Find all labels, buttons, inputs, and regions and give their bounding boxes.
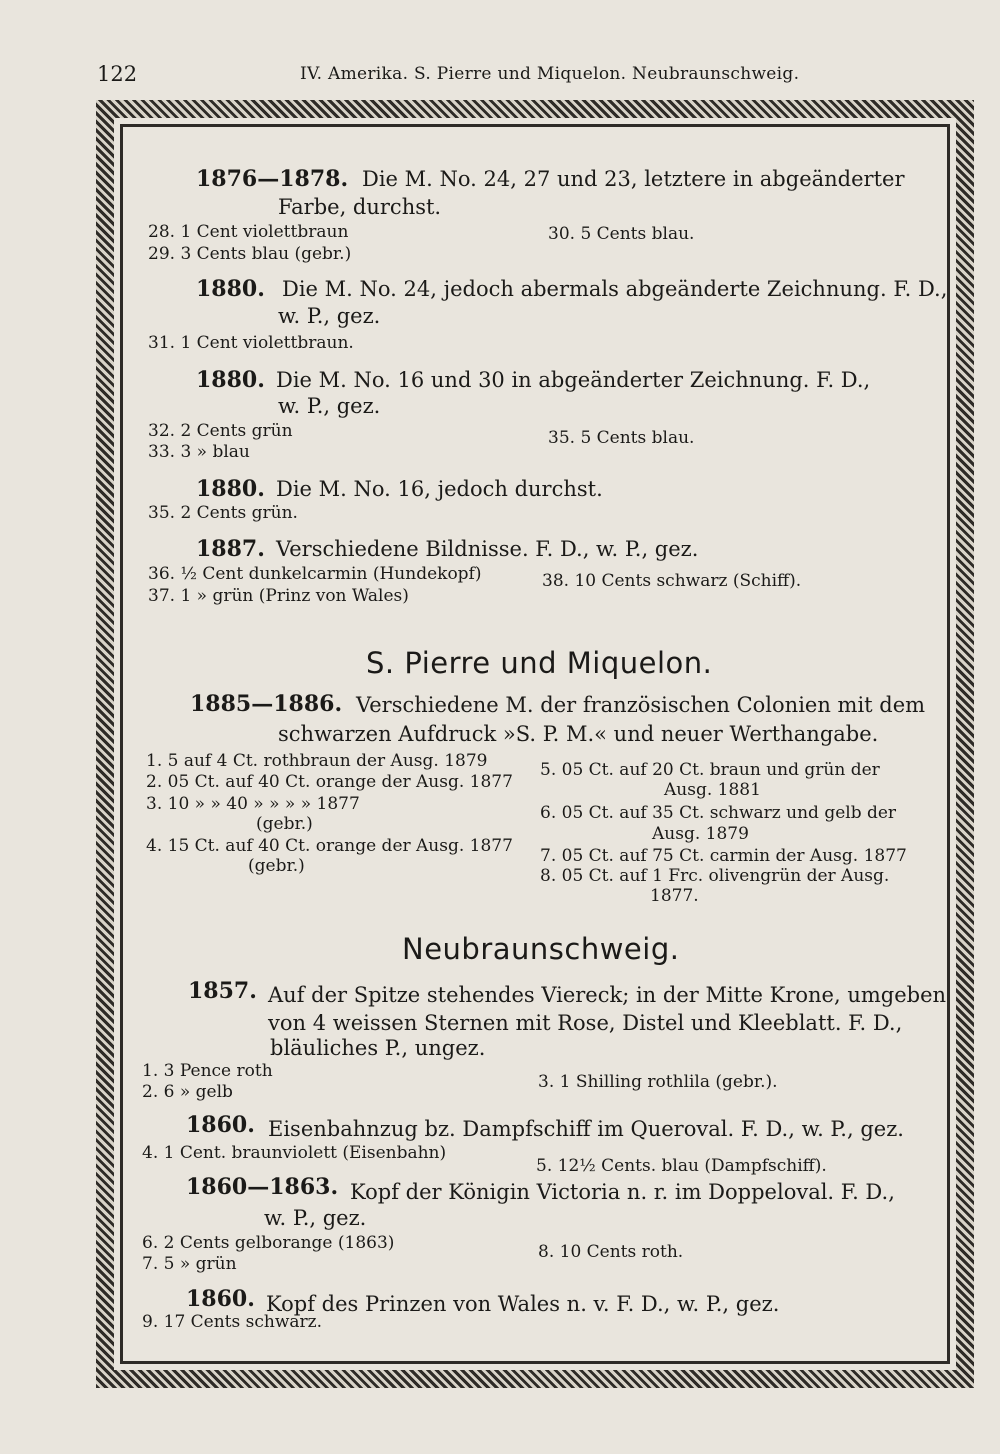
issue-year: 1857. <box>188 978 257 1004</box>
issue-description: Verschiedene Bildnisse. F. D., w. P., gez. <box>276 537 699 561</box>
stamp-item: 28. 1 Cent violettbraun <box>148 222 349 242</box>
stamp-item: 35. 5 Cents blau. <box>548 428 695 448</box>
stamp-item-cont: (gebr.) <box>256 814 313 834</box>
stamp-item: 36. ½ Cent dunkelcarmin (Hundekopf) <box>148 564 482 584</box>
stamp-item: 35. 2 Cents grün. <box>148 503 298 523</box>
issue-year: 1860. <box>186 1112 255 1138</box>
issue-year: 1860. <box>186 1286 255 1312</box>
issue-description-cont: Farbe, durchst. <box>278 195 442 219</box>
stamp-item: 33. 3 » blau <box>148 442 250 462</box>
stamp-item: 6. 2 Cents gelborange (1863) <box>142 1233 395 1253</box>
issue-description-cont: von 4 weissen Sternen mit Rose, Distel und Kleeblatt. F. D., <box>268 1011 903 1035</box>
stamp-item: 2. 05 Ct. auf 40 Ct. orange der Ausg. 1877 <box>146 772 513 792</box>
stamp-item: 8. 05 Ct. auf 1 Frc. olivengrün der Ausg. <box>540 866 890 886</box>
issue-description-cont: schwarzen Aufdruck »S. P. M.« und neuer Werthangabe. <box>278 722 879 746</box>
issue-description-cont: w. P., gez. <box>278 304 381 328</box>
running-title: IV. Amerika. S. Pierre und Miquelon. Neubraunschweig. <box>300 64 800 84</box>
stamp-item: 5. 12½ Cents. blau (Dampfschiff). <box>536 1156 827 1176</box>
stamp-item: 7. 05 Ct. auf 75 Ct. carmin der Ausg. 1877 <box>540 846 907 866</box>
issue-description: Verschiedene M. der französischen Colonien mit dem <box>356 693 926 717</box>
issue-description: Eisenbahnzug bz. Dampfschiff im Queroval. F. D., w. P., gez. <box>268 1117 904 1141</box>
issue-year: 1880. <box>196 476 265 502</box>
stamp-item: 31. 1 Cent violettbraun. <box>148 333 354 353</box>
stamp-item-cont: (gebr.) <box>248 856 305 876</box>
stamp-item: 1. 5 auf 4 Ct. rothbraun der Ausg. 1879 <box>146 751 488 771</box>
issue-description: Die M. No. 24, 27 und 23, letztere in abgeänderter <box>362 167 905 191</box>
issue-description-cont: w. P., gez. <box>264 1206 367 1230</box>
stamp-item: 30. 5 Cents blau. <box>548 224 695 244</box>
issue-description: Kopf des Prinzen von Wales n. v. F. D., w. P., gez. <box>266 1292 780 1316</box>
issue-description-cont: w. P., gez. <box>278 394 381 418</box>
stamp-item: 29. 3 Cents blau (gebr.) <box>148 244 352 264</box>
stamp-item: 1. 3 Pence roth <box>142 1061 273 1081</box>
stamp-item: 4. 1 Cent. braunviolett (Eisenbahn) <box>142 1143 447 1163</box>
stamp-item: 32. 2 Cents grün <box>148 421 293 441</box>
issue-description: Kopf der Königin Victoria n. r. im Doppeloval. F. D., <box>350 1180 895 1204</box>
stamp-item: 9. 17 Cents schwarz. <box>142 1312 323 1332</box>
section-title: Neubraunschweig. <box>402 932 680 966</box>
issue-description: Die M. No. 16, jedoch durchst. <box>276 477 603 501</box>
issue-year: 1885—1886. <box>190 691 343 717</box>
stamp-item: 4. 15 Ct. auf 40 Ct. orange der Ausg. 1877 <box>146 836 513 856</box>
issue-description: Die M. No. 16 und 30 in abgeänderter Zeichnung. F. D., <box>276 368 871 392</box>
stamp-item: 3. 10 » » 40 » » » » 1877 <box>146 794 360 814</box>
stamp-item: 7. 5 » grün <box>142 1254 237 1274</box>
page-number: 122 <box>97 62 138 86</box>
stamp-item: 3. 1 Shilling rothlila (gebr.). <box>538 1072 778 1092</box>
stamp-item-cont: Ausg. 1879 <box>652 824 749 844</box>
stamp-item-cont: 1877. <box>650 886 699 906</box>
issue-description: Die M. No. 24, jedoch abermals abgeänderte Zeichnung. F. D., <box>282 277 948 301</box>
issue-year: 1880. <box>196 367 265 393</box>
issue-description-cont: bläuliches P., ungez. <box>270 1036 486 1060</box>
stamp-item: 38. 10 Cents schwarz (Schiff). <box>542 571 802 591</box>
issue-year: 1880. <box>196 276 265 302</box>
issue-year: 1876—1878. <box>196 166 349 192</box>
issue-year: 1887. <box>196 536 265 562</box>
stamp-item: 37. 1 » grün (Prinz von Wales) <box>148 586 409 606</box>
stamp-item-cont: Ausg. 1881 <box>664 780 761 800</box>
stamp-item: 5. 05 Ct. auf 20 Ct. braun und grün der <box>540 760 880 780</box>
stamp-item: 6. 05 Ct. auf 35 Ct. schwarz und gelb der <box>540 803 897 823</box>
issue-description: Auf der Spitze stehendes Viereck; in der Mitte Krone, umgeben <box>268 983 947 1007</box>
section-title: S. Pierre und Miquelon. <box>366 646 713 680</box>
issue-year: 1860—1863. <box>186 1174 339 1200</box>
stamp-item: 8. 10 Cents roth. <box>538 1242 684 1262</box>
stamp-item: 2. 6 » gelb <box>142 1082 233 1102</box>
